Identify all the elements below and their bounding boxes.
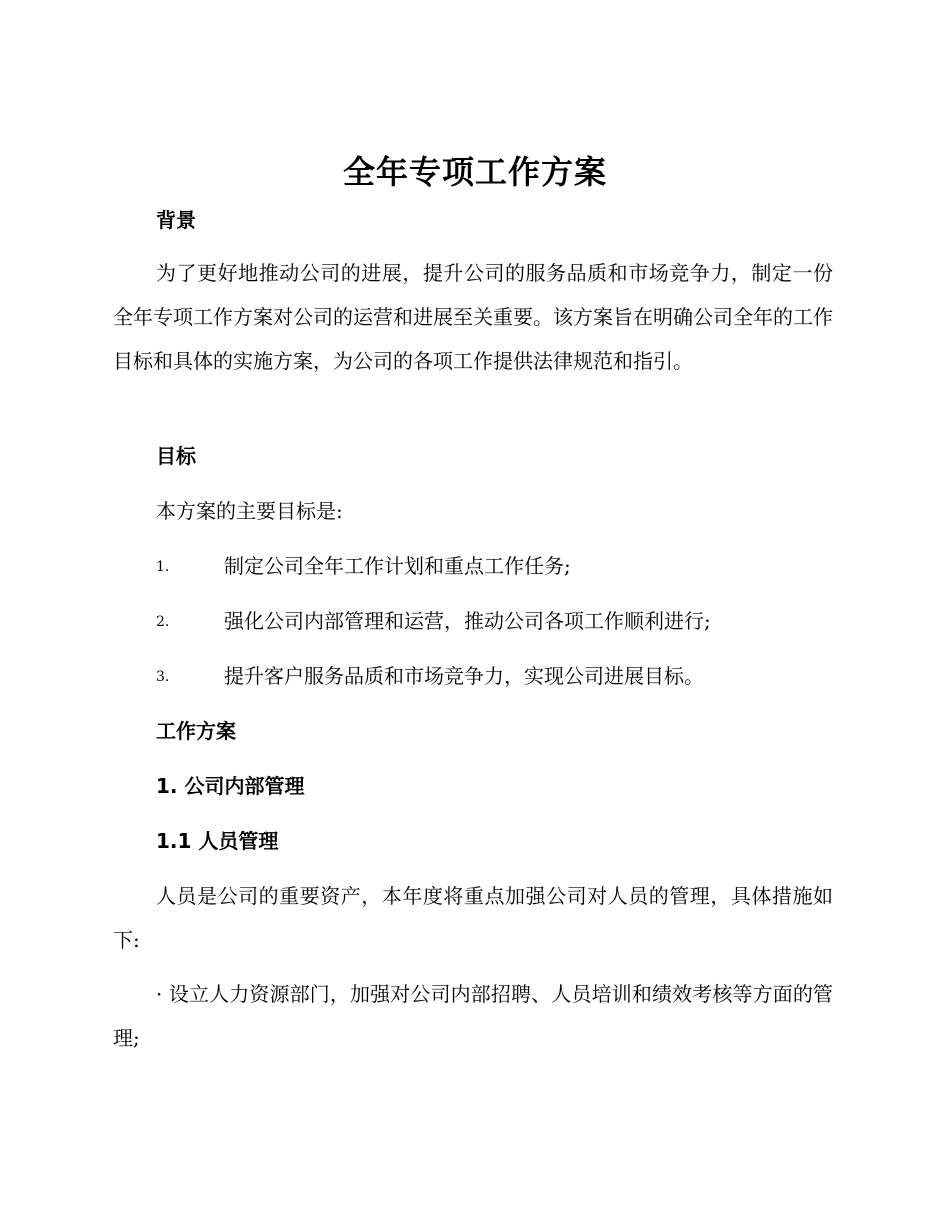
heading-plan: 工作方案 — [156, 719, 236, 743]
heading-internal-management: 1. 公司内部管理 — [156, 774, 305, 798]
goal-item-number: 2. — [156, 614, 170, 630]
paragraph-personnel: 人员是公司的重要资产，本年度将重点加强公司对人员的管理，具体措施如下: — [113, 884, 833, 952]
goal-item-text: 制定公司全年工作计划和重点工作任务; — [224, 554, 571, 578]
goal-item-number: 3. — [156, 669, 170, 685]
paragraph-background: 为了更好地推动公司的进展，提升公司的服务品质和市场竞争力，制定一份全年专项工作方案对公司的运营和进展至关重要。该方案旨在明确公司全年的工作目标和具体的实施方案，为公司的各项工作提供法律规范和指引。 — [113, 261, 833, 373]
goal-item-number: 1. — [156, 559, 170, 575]
goal-item-text: 强化公司内部管理和运营，推动公司各项工作顺利进行; — [224, 609, 711, 633]
bullet-hr-department: · 设立人力资源部门，加强对公司内部招聘、人员培训和绩效考核等方面的管理; — [113, 982, 833, 1050]
heading-personnel-management: 1.1 人员管理 — [156, 829, 279, 853]
goal-item-text: 提升客户服务品质和市场竞争力，实现公司进展目标。 — [224, 664, 704, 688]
goal-item-1 — [156, 552, 836, 581]
goal-item-3 — [156, 662, 836, 691]
heading-background: 背景 — [156, 208, 196, 232]
goals-intro: 本方案的主要目标是: — [156, 499, 343, 523]
goal-item-2 — [156, 607, 836, 636]
document-title: 全年专项工作方案 — [342, 153, 607, 191]
heading-goals: 目标 — [156, 444, 196, 468]
